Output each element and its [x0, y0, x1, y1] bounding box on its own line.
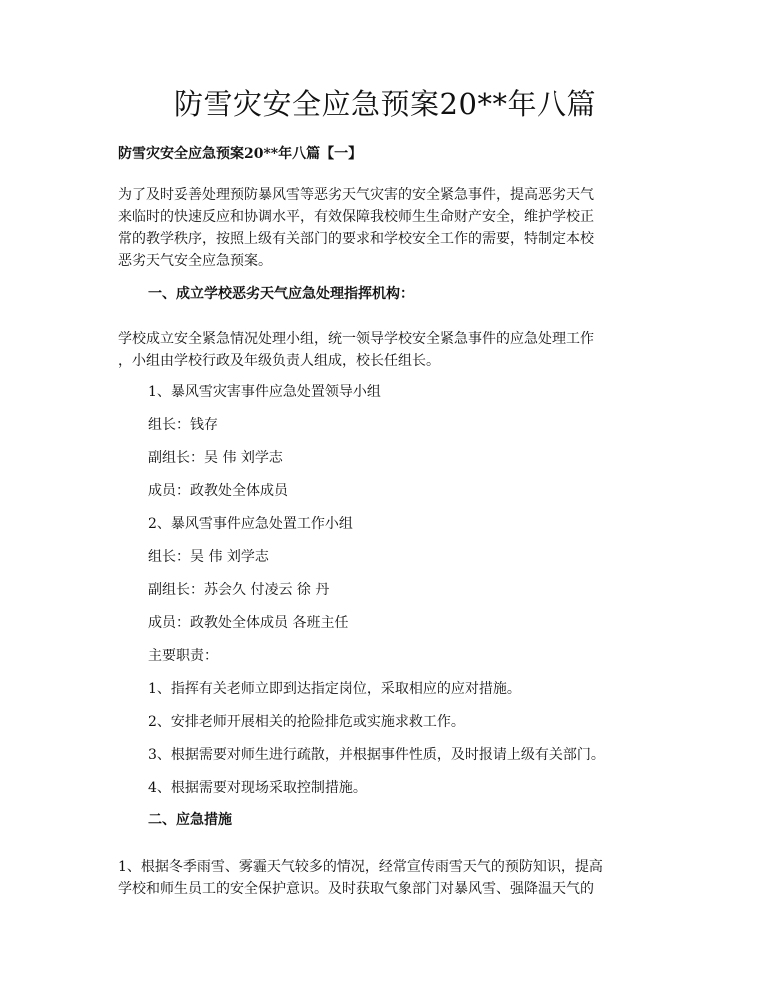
list-item: 副组长：吴 伟 刘学志	[148, 450, 283, 466]
section-2-line: 1、根据冬季雨雪、雾霾天气较多的情况，经常宣传雨雪天气的预防知识，提高	[118, 859, 603, 875]
list-item: 4、根据需要对现场采取控制措施。	[148, 780, 367, 796]
list-item: 成员：政教处全体成员 各班主任	[148, 615, 349, 631]
section-1-line: ，小组由学校行政及年级负责人组成，校长任组长。	[118, 353, 440, 369]
document-subtitle: 防雪灾安全应急预案20**年八篇【一】	[118, 146, 363, 162]
intro-line: 恶劣天气安全应急预案。	[118, 253, 272, 269]
intro-paragraph	[118, 184, 658, 272]
list-item: 2、暴风雪事件应急处置工作小组	[148, 516, 353, 532]
section-2-heading: 二、应急措施	[148, 812, 232, 828]
list-item: 1、暴风雪灾害事件应急处置领导小组	[148, 384, 381, 400]
intro-line: 为了及时妥善处理预防暴风雪等恶劣天气灾害的安全紧急事件，提高恶劣天气	[118, 187, 594, 203]
list-item: 副组长：苏会久 付凌云 徐 丹	[148, 582, 330, 598]
section-2-line: 学校和师生员工的安全保护意识。及时获取气象部门对暴风雪、强降温天气的	[118, 881, 594, 897]
section-1-paragraph	[118, 328, 658, 372]
list-item: 2、安排老师开展相关的抢险排危或实施求救工作。	[148, 714, 465, 730]
section-1-heading: 一、成立学校恶劣天气应急处理指挥机构：	[148, 286, 414, 302]
list-item: 3、根据需要对师生进行疏散，并根据事件性质，及时报请上级有关部门。	[148, 747, 605, 763]
list-item: 成员：政教处全体成员	[148, 483, 288, 499]
intro-line: 来临时的快速反应和协调水平，有效保障我校师生生命财产安全，维护学校正	[118, 209, 594, 225]
intro-line: 常的教学秩序，按照上级有关部门的要求和学校安全工作的需要，特制定本校	[118, 231, 594, 247]
document-title: 防雪灾安全应急预案20**年八篇	[174, 87, 596, 121]
section-2-paragraph	[118, 856, 658, 900]
list-item: 主要职责：	[148, 648, 218, 664]
section-1-line: 学校成立安全紧急情况处理小组，统一领导学校安全紧急事件的应急处理工作	[118, 331, 594, 347]
list-item: 组长：钱存	[148, 417, 218, 433]
list-item: 组长：吴 伟 刘学志	[148, 549, 269, 565]
list-item: 1、指挥有关老师立即到达指定岗位，采取相应的应对措施。	[148, 681, 521, 697]
